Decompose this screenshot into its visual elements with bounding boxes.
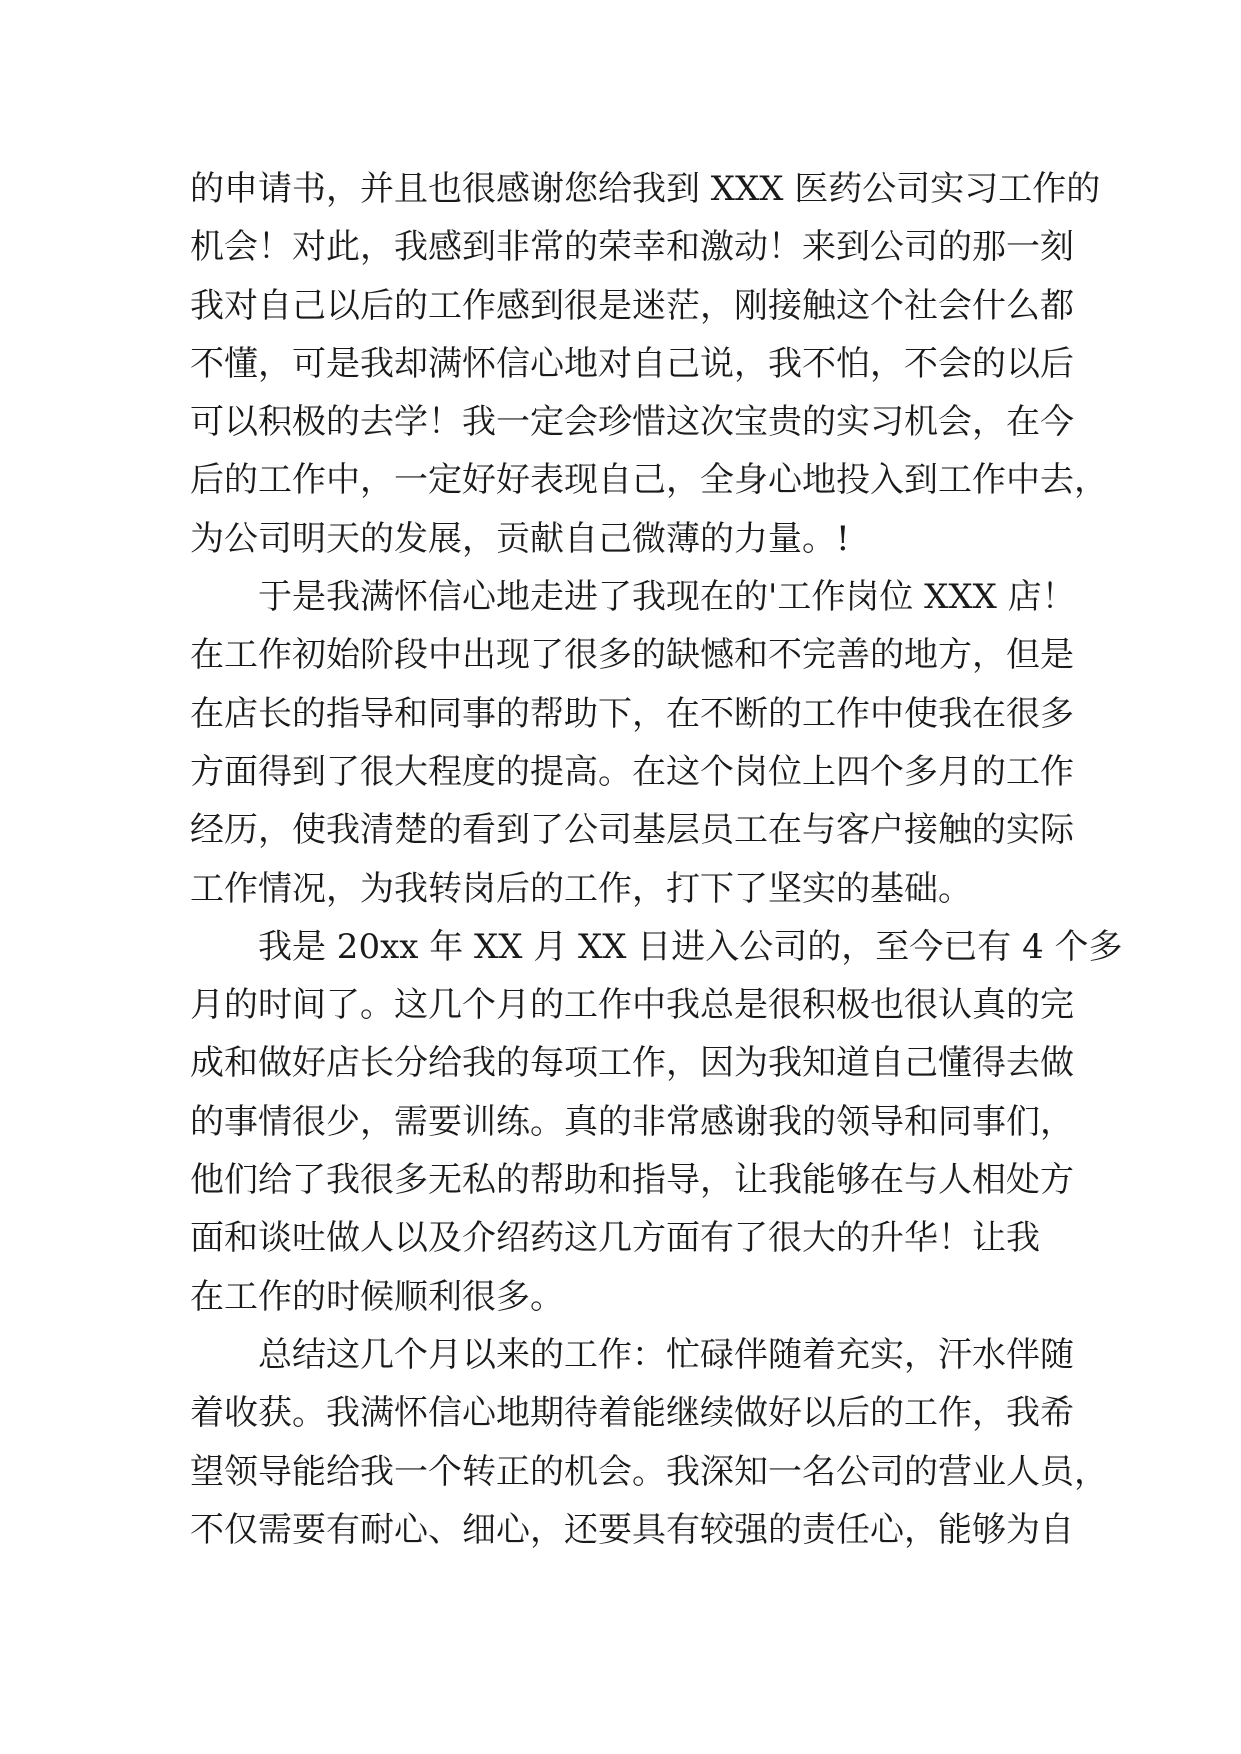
text-line: 方面得到了很大程度的提高。在这个岗位上四个多月的工作 bbox=[190, 751, 1074, 792]
text-line: 成和做好店长分给我的每项工作，因为我知道自己懂得去做 bbox=[190, 1043, 1074, 1084]
paragraph-first-line: 我是 20xx 年 XX 月 XX 日进入公司的，至今已有 4 个多 bbox=[258, 926, 1123, 967]
text-line: 不仅需要有耐心、细心，还要具有较强的责任心，能够为自 bbox=[190, 1509, 1074, 1550]
text-line: 的事情很少，需要训练。真的非常感谢我的领导和同事们， bbox=[190, 1101, 1074, 1142]
text-line: 在工作的时候顺利很多。 bbox=[190, 1276, 564, 1317]
text-line: 机会！对此，我感到非常的荣幸和激动！来到公司的那一刻 bbox=[190, 227, 1074, 268]
text-line: 可以积极的去学！我一定会珍惜这次宝贵的实习机会，在今 bbox=[190, 402, 1074, 443]
text-line: 着收获。我满怀信心地期待着能继续做好以后的工作，我希 bbox=[190, 1393, 1074, 1434]
text-line: 经历，使我清楚的看到了公司基层员工在与客户接触的实际 bbox=[190, 810, 1074, 851]
text-line: 工作情况，为我转岗后的工作，打下了坚实的基础。 bbox=[190, 868, 972, 909]
document-body bbox=[190, 160, 1123, 1559]
paragraph-first-line: 总结这几个月以来的工作：忙碌伴随着充实，汗水伴随 bbox=[258, 1334, 1074, 1375]
text-line: 在工作初始阶段中出现了很多的缺憾和不完善的地方，但是 bbox=[190, 635, 1074, 676]
text-line: 望领导能给我一个转正的机会。我深知一名公司的营业人员， bbox=[190, 1451, 1108, 1492]
text-line: 为公司明天的发展，贡献自己微薄的力量。! bbox=[190, 518, 850, 559]
text-line: 月的时间了。这几个月的工作中我总是很积极也很认真的完 bbox=[190, 985, 1074, 1026]
text-line: 他们给了我很多无私的帮助和指导，让我能够在与人相处方 bbox=[190, 1160, 1074, 1201]
text-line: 的申请书，并且也很感谢您给我到 XXX 医药公司实习工作的 bbox=[190, 169, 1101, 209]
text-line: 在店长的指导和同事的帮助下，在不断的工作中使我在很多 bbox=[190, 693, 1074, 734]
text-line: 不懂，可是我却满怀信心地对自己说，我不怕，不会的以后 bbox=[190, 343, 1074, 384]
text-line: 面和谈吐做人以及介绍药这几方面有了很大的升华！让我 bbox=[190, 1218, 1040, 1259]
text-line: 我对自己以后的工作感到很是迷茫，刚接触这个社会什么都 bbox=[190, 285, 1074, 326]
paragraph-first-line: 于是我满怀信心地走进了我现在的'工作岗位 XXX 店！ bbox=[258, 577, 1076, 618]
text-line: 后的工作中，一定好好表现自己，全身心地投入到工作中去， bbox=[190, 460, 1108, 501]
